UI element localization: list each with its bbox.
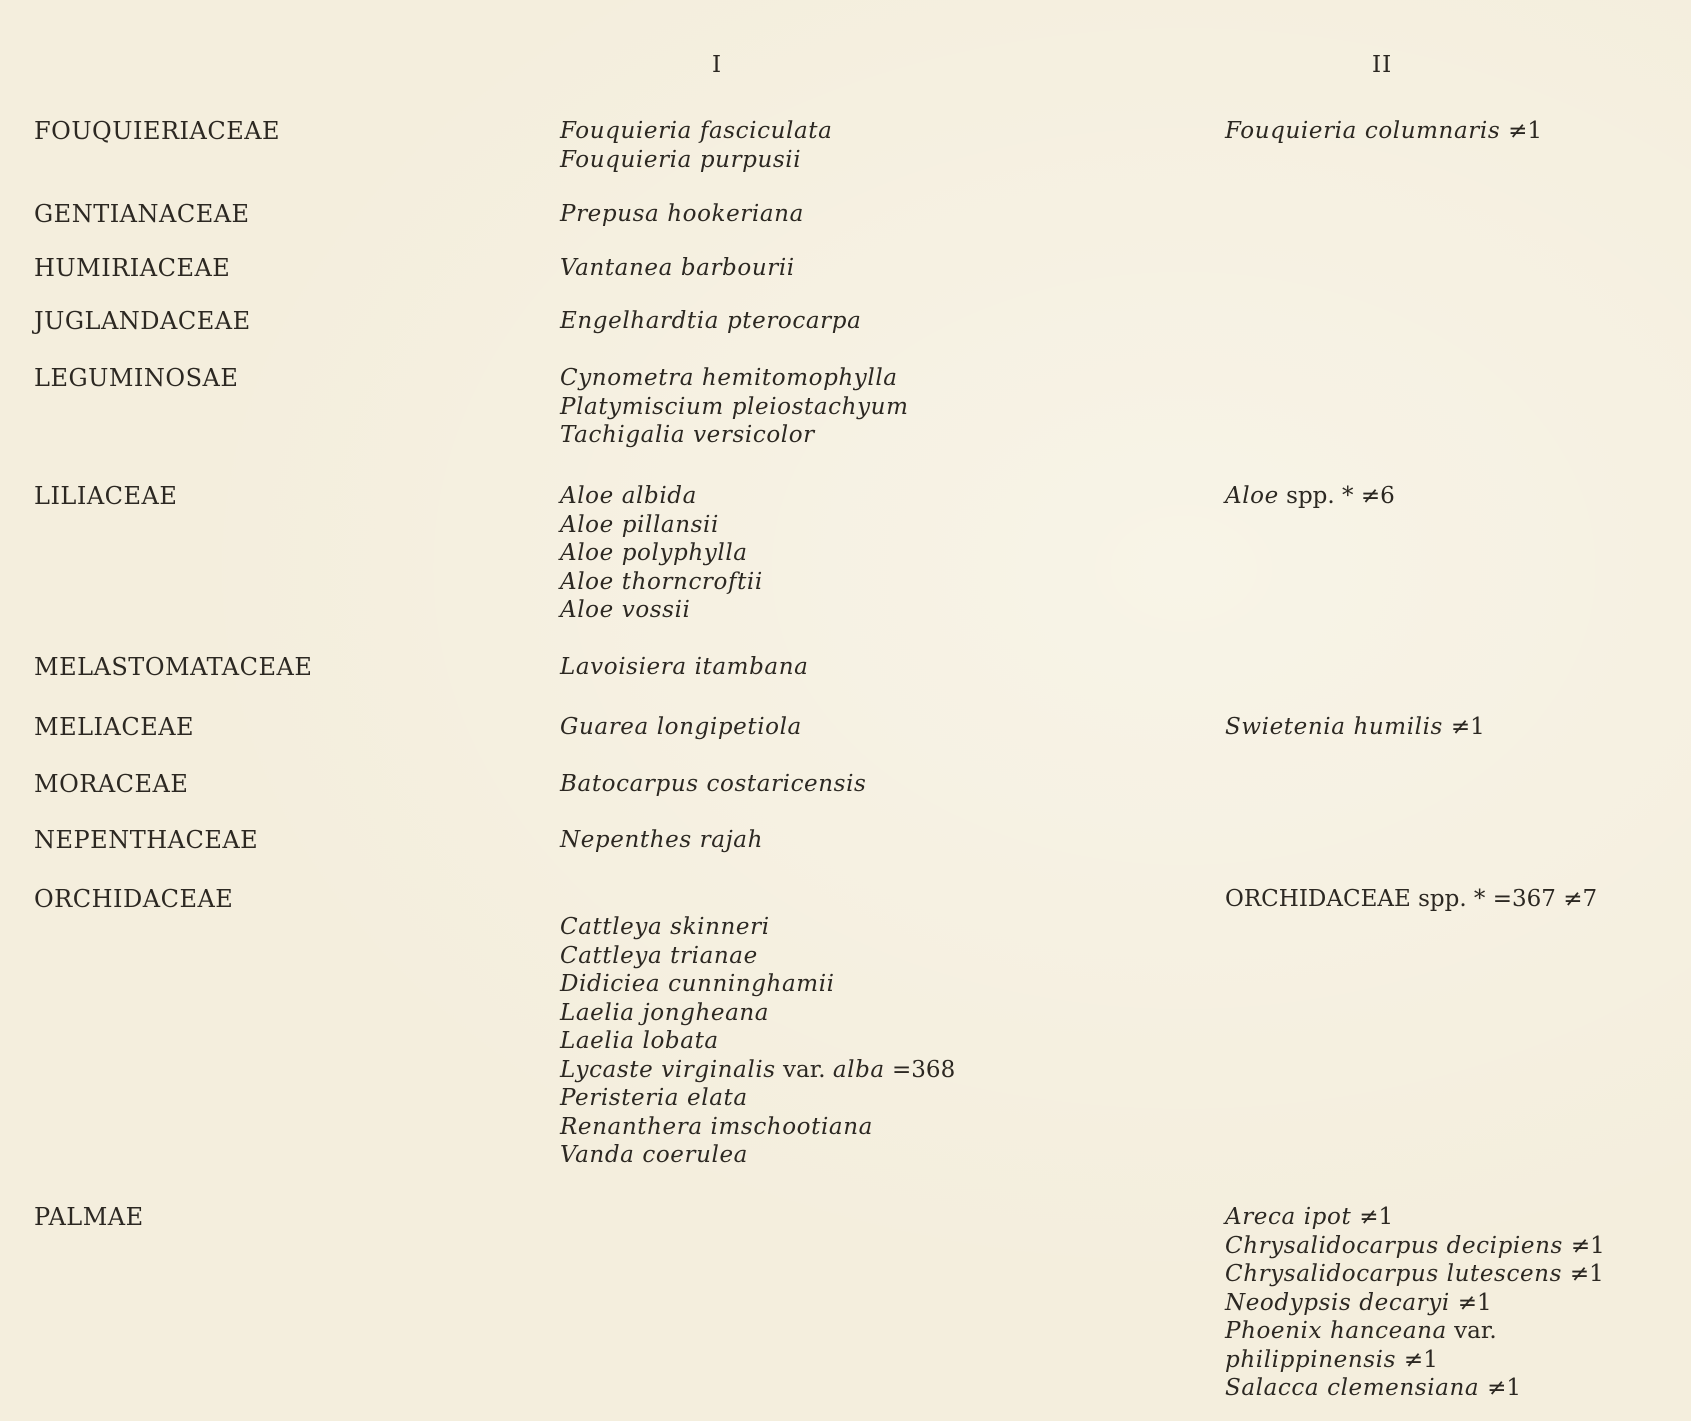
family-name: GENTIANACEAE <box>34 200 250 228</box>
species-entry <box>560 770 866 799</box>
annotation: spp. * ≠6 <box>1278 483 1395 509</box>
species-entry <box>1225 1346 1605 1375</box>
species-entry <box>1225 1289 1605 1318</box>
taxon-name: Cattleya skinneri <box>560 914 770 940</box>
taxon-name: Guarea longipetiola <box>560 714 802 740</box>
species-entry <box>560 653 808 682</box>
taxon-name: Aloe thorncroftii <box>560 568 763 595</box>
taxon-name: philippinensis <box>1225 1346 1404 1373</box>
appendix-ii-species <box>1225 713 1485 742</box>
species-entry <box>560 970 955 999</box>
taxon-name: Neodypsis decaryi <box>1225 1289 1458 1316</box>
annotation: ≠1 <box>1570 1232 1605 1259</box>
taxon-name: Vantanea barbourii <box>560 255 795 281</box>
species-entry <box>1225 1232 1605 1261</box>
taxon-name: Chrysalidocarpus decipiens <box>1225 1232 1571 1259</box>
species-entry <box>1225 1260 1605 1289</box>
taxon-name: Didiciea cunninghamii <box>560 971 835 997</box>
taxon-name: Chrysalidocarpus lutescens <box>1225 1261 1570 1287</box>
appendix-ii-species <box>1225 1203 1605 1403</box>
appendix-i-species <box>560 482 763 625</box>
annotation: ≠1 <box>1457 1289 1492 1316</box>
family-name: NEPENTHACEAE <box>34 826 259 854</box>
annotation: var. <box>1446 1318 1497 1344</box>
taxon-name: Fouquieria fasciculata <box>560 118 833 144</box>
taxon-name: Fouquieria columnaris <box>1225 118 1509 144</box>
species-entry <box>1225 713 1485 742</box>
appendix-ii-species <box>1225 885 1597 914</box>
annotation: ≠1 <box>1487 1375 1522 1401</box>
annotation: ORCHIDACEAE spp. * =367 ≠7 <box>1225 886 1598 912</box>
appendix-i-species <box>560 254 795 283</box>
taxon-name: Engelhardtia pterocarpa <box>560 308 862 334</box>
appendix-i-species <box>560 117 832 174</box>
species-entry <box>1225 1317 1605 1346</box>
taxon-name: Tachigalia versicolor <box>560 422 815 448</box>
family-name: LILIACEAE <box>34 482 178 510</box>
species-entry <box>560 254 795 283</box>
taxon-name: Renanthera imschootiana <box>560 1113 873 1140</box>
taxon-name: Aloe polyphylla <box>560 540 748 566</box>
appendix-i-species <box>560 826 763 855</box>
taxon-name: Aloe albida <box>560 483 697 509</box>
species-entry <box>560 1056 955 1085</box>
taxon-name: Fouquieria purpusii <box>560 146 802 173</box>
taxon-name: Areca ipot <box>1225 1204 1360 1230</box>
family-name: FOUQUIERIACEAE <box>34 117 281 145</box>
family-name: MELIACEAE <box>34 713 195 741</box>
species-entry <box>1225 482 1395 511</box>
species-entry <box>560 200 804 229</box>
species-entry <box>560 568 763 597</box>
taxon-name: Prepusa hookeriana <box>560 201 804 227</box>
appendix-i-species <box>560 770 866 799</box>
appendix-i-species <box>560 307 861 336</box>
annotation: ≠1 <box>1569 1261 1604 1287</box>
taxon-name: Aloe vossii <box>560 597 691 623</box>
species-entry <box>1225 885 1597 914</box>
appendix-i-species <box>560 913 955 1170</box>
family-name: ORCHIDACEAE <box>34 885 234 913</box>
taxon-name: Cattleya trianae <box>560 942 758 969</box>
species-entry <box>560 713 802 742</box>
species-entry <box>560 482 763 511</box>
species-entry <box>560 942 955 971</box>
taxon-name: alba <box>832 1056 885 1083</box>
appendix-i-species <box>560 200 804 229</box>
species-entry <box>560 393 908 422</box>
family-name: MORACEAE <box>34 770 189 798</box>
column-header-i: I <box>712 52 723 78</box>
annotation: ≠1 <box>1403 1346 1438 1373</box>
species-entry <box>560 1113 955 1142</box>
taxon-name: Swietenia humilis <box>1225 714 1451 740</box>
taxon-name: Lycaste virginalis <box>560 1056 776 1083</box>
species-entry <box>1225 1203 1605 1232</box>
taxon-name: Laelia lobata <box>560 1028 719 1054</box>
appendix-i-species <box>560 364 908 450</box>
taxon-name: Phoenix hanceana <box>1225 1318 1447 1344</box>
species-entry <box>560 826 763 855</box>
species-entry <box>560 596 763 625</box>
species-entry <box>560 539 763 568</box>
taxon-name: Lavoisiera itambana <box>560 654 809 680</box>
taxon-name: Cynometra hemitomophylla <box>560 365 898 391</box>
annotation: ≠1 <box>1450 714 1485 740</box>
annotation: ≠1 <box>1359 1204 1394 1230</box>
species-entry <box>560 146 832 175</box>
taxon-name: Nepenthes rajah <box>560 827 764 853</box>
species-entry <box>560 1027 955 1056</box>
taxon-name: Aloe <box>1225 483 1279 509</box>
family-name: JUGLANDACEAE <box>34 307 251 335</box>
taxon-name: Vanda coerulea <box>560 1142 748 1168</box>
annotation: var. <box>775 1056 833 1083</box>
species-entry <box>560 999 955 1028</box>
taxon-name: Salacca clemensiana <box>1225 1375 1488 1401</box>
species-entry <box>560 1084 955 1113</box>
appendix-ii-species <box>1225 482 1395 511</box>
column-header-ii: II <box>1372 52 1393 78</box>
species-entry <box>560 511 763 540</box>
species-entry <box>560 913 955 942</box>
species-entry <box>560 421 908 450</box>
taxon-name: Laelia jongheana <box>560 999 770 1026</box>
species-entry <box>560 364 908 393</box>
family-name: PALMAE <box>34 1203 144 1231</box>
family-name: HUMIRIACEAE <box>34 254 231 282</box>
taxon-name: Aloe pillansii <box>560 511 719 538</box>
appendix-i-species <box>560 713 802 742</box>
appendix-i-species <box>560 653 808 682</box>
taxon-name: Peristeria elata <box>560 1085 748 1111</box>
species-entry <box>560 117 832 146</box>
taxon-name: Platymiscium pleiostachyum <box>560 393 909 420</box>
family-name: LEGUMINOSAE <box>34 364 239 392</box>
species-entry <box>1225 117 1542 146</box>
species-entry <box>1225 1374 1605 1403</box>
species-entry <box>560 307 861 336</box>
appendix-ii-species <box>1225 117 1542 146</box>
annotation: =368 <box>884 1056 956 1083</box>
family-name: MELASTOMATACEAE <box>34 653 313 681</box>
species-entry <box>560 1141 955 1170</box>
taxon-name: Batocarpus costaricensis <box>560 771 867 797</box>
annotation: ≠1 <box>1508 118 1543 144</box>
